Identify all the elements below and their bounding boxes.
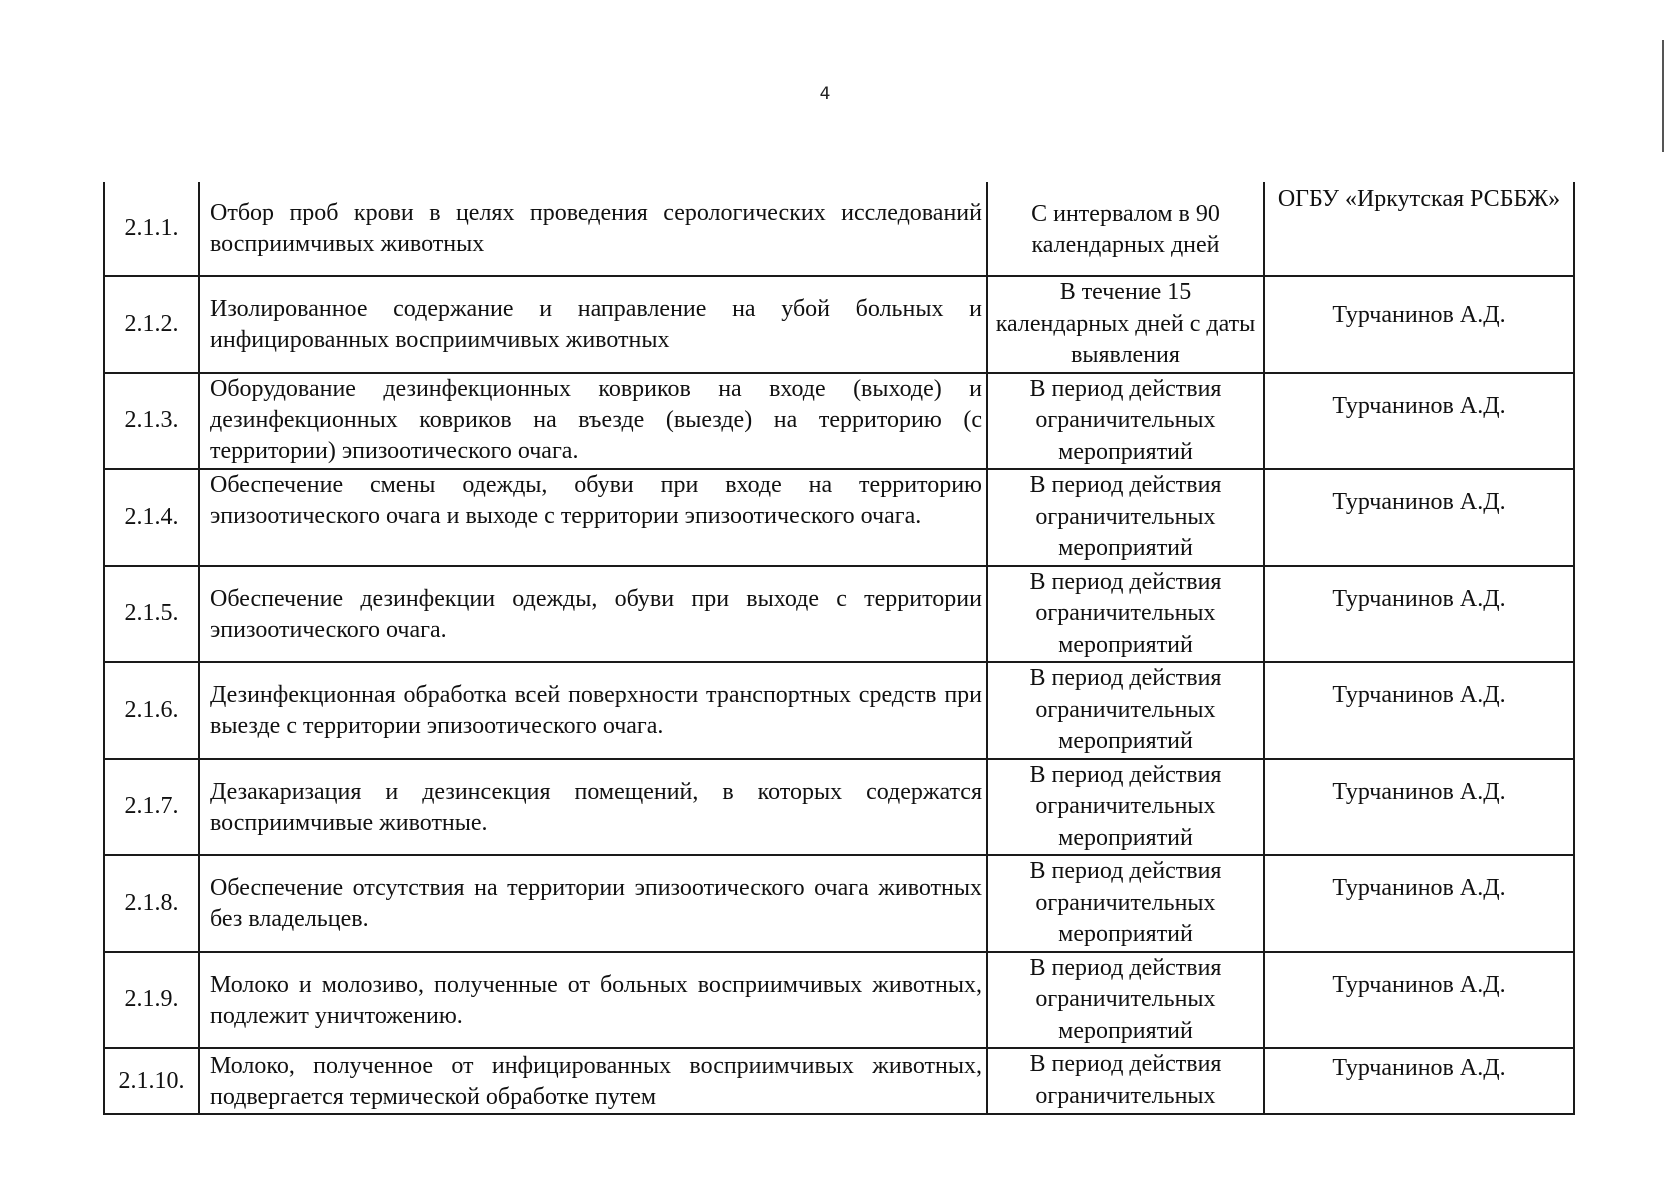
responsible-text: Турчанинов А.Д. — [1264, 469, 1574, 566]
responsible-text: Турчанинов А.Д. — [1264, 952, 1574, 1049]
measure-text: Обеспечение отсутствия на территории эпизоотического очага животных без владельцев. — [199, 855, 987, 952]
measure-text: Молоко, полученное от инфицированных восприимчивых животных, подвергается термической обработке путем — [199, 1048, 987, 1114]
deadline-text: В период действия ограничительных мероприятий — [987, 469, 1264, 566]
table-row — [104, 1048, 1574, 1114]
item-number: 2.1.6. — [104, 662, 199, 759]
table-row — [104, 952, 1574, 1049]
table-row — [104, 855, 1574, 952]
table-row — [104, 566, 1574, 663]
deadline-text: В период действия ограничительных мероприятий — [987, 855, 1264, 952]
measure-text: Обеспечение дезинфекции одежды, обуви при выходе с территории эпизоотического очага. — [199, 566, 987, 663]
deadline-text: В период действия ограничительных — [987, 1048, 1264, 1114]
responsible-text: Турчанинов А.Д. — [1264, 566, 1574, 663]
scan-edge-mark — [1662, 40, 1664, 152]
measure-text: Изолированное содержание и направление на убой больных и инфицированных восприимчивых животных — [199, 276, 987, 373]
measure-text: Оборудование дезинфекционных ковриков на входе (выходе) и дезинфекционных ковриков на въезде (выезде) на территорию (с территории) эпизоотического очага. — [199, 373, 987, 470]
item-number: 2.1.5. — [104, 566, 199, 663]
measures-table — [103, 182, 1575, 1115]
responsible-text: ОГБУ «Иркутская РСББЖ» — [1264, 182, 1574, 276]
item-number: 2.1.3. — [104, 373, 199, 470]
measure-text: Обеспечение смены одежды, обуви при входе на территорию эпизоотического очага и выходе с территории эпизоотического очага. — [199, 469, 987, 566]
measure-text: Молоко и молозиво, полученные от больных восприимчивых животных, подлежит уничтожению. — [199, 952, 987, 1049]
table-row — [104, 373, 1574, 470]
item-number: 2.1.9. — [104, 952, 199, 1049]
item-number: 2.1.4. — [104, 469, 199, 566]
measure-text: Отбор проб крови в целях проведения серологических исследований восприимчивых животных — [199, 182, 987, 276]
responsible-text: Турчанинов А.Д. — [1264, 855, 1574, 952]
item-number: 2.1.8. — [104, 855, 199, 952]
measure-text: Дезакаризация и дезинсекция помещений, в которых содержатся восприимчивые животные. — [199, 759, 987, 856]
deadline-text: С интервалом в 90 календарных дней — [987, 182, 1264, 276]
item-number: 2.1.10. — [104, 1048, 199, 1114]
responsible-text: Турчанинов А.Д. — [1264, 662, 1574, 759]
responsible-text: Турчанинов А.Д. — [1264, 373, 1574, 470]
measure-text: Дезинфекционная обработка всей поверхности транспортных средств при выезде с территории эпизоотического очага. — [199, 662, 987, 759]
table-row — [104, 276, 1574, 373]
responsible-text: Турчанинов А.Д. — [1264, 759, 1574, 856]
table-row — [104, 182, 1574, 276]
item-number: 2.1.1. — [104, 182, 199, 276]
deadline-text: В течение 15 календарных дней с даты выявления — [987, 276, 1264, 373]
deadline-text: В период действия ограничительных мероприятий — [987, 566, 1264, 663]
responsible-text: Турчанинов А.Д. — [1264, 276, 1574, 373]
page-number: 4 — [819, 84, 831, 104]
responsible-text: Турчанинов А.Д. — [1264, 1048, 1574, 1114]
deadline-text: В период действия ограничительных мероприятий — [987, 952, 1264, 1049]
item-number: 2.1.2. — [104, 276, 199, 373]
deadline-text: В период действия ограничительных мероприятий — [987, 759, 1264, 856]
table-row — [104, 662, 1574, 759]
item-number: 2.1.7. — [104, 759, 199, 856]
deadline-text: В период действия ограничительных мероприятий — [987, 662, 1264, 759]
table-row — [104, 759, 1574, 856]
table-row — [104, 469, 1574, 566]
deadline-text: В период действия ограничительных мероприятий — [987, 373, 1264, 470]
